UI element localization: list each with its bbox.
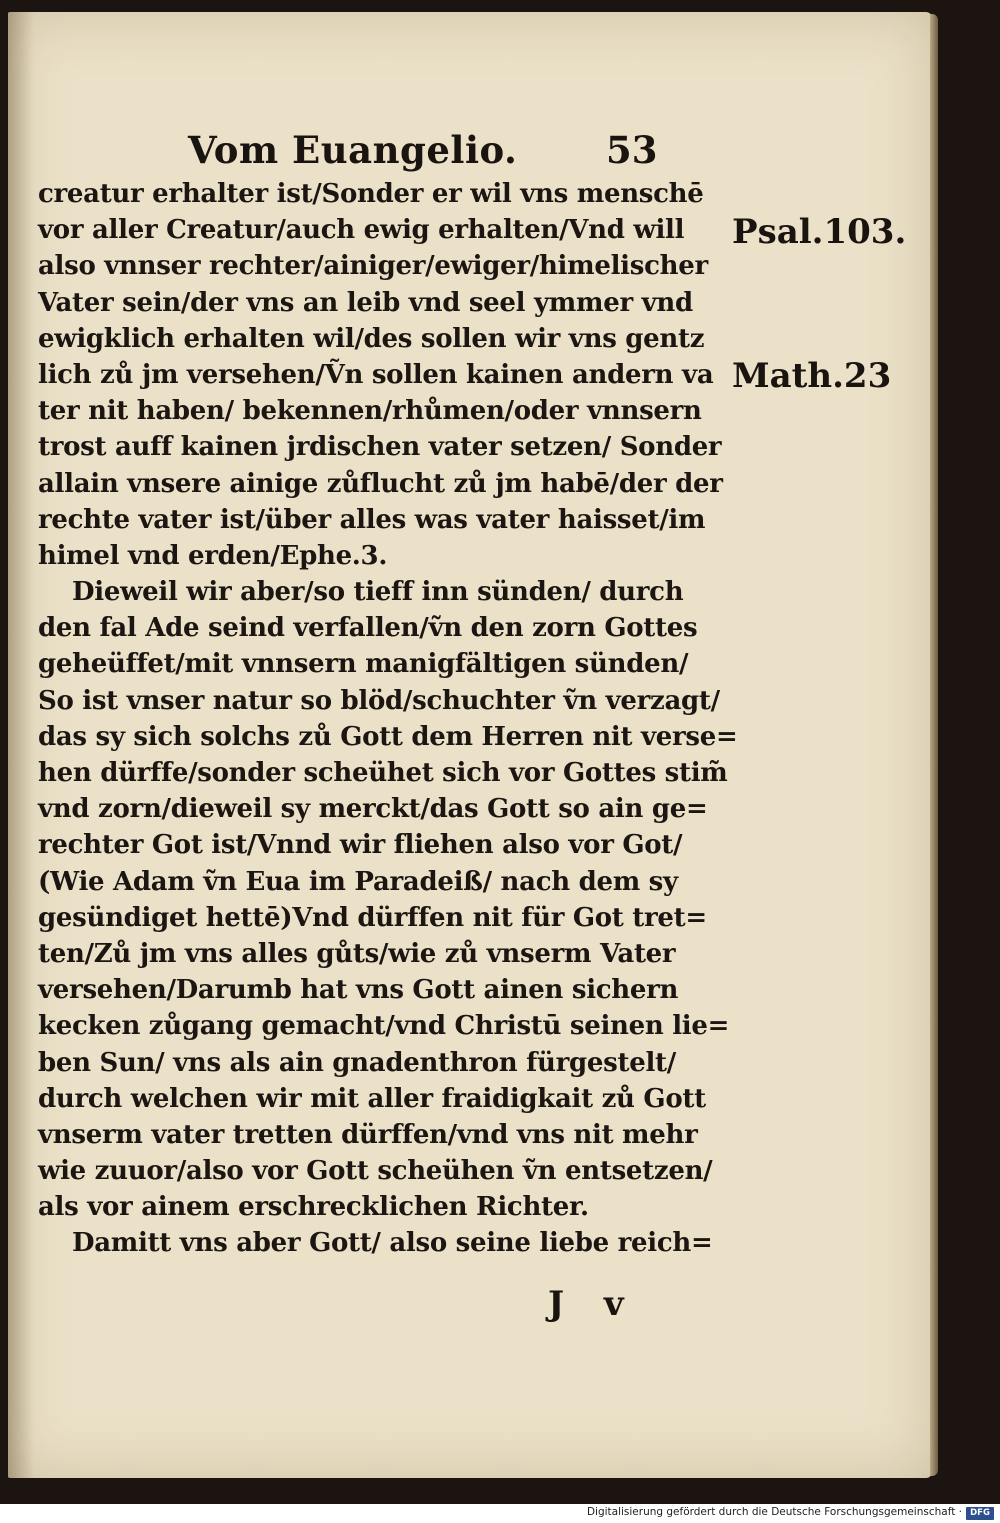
- text-line: Vater sein/der vns an leib vnd seel ymmer vnd: [38, 287, 693, 318]
- text-line: durch welchen wir mit aller fraidigkait zů Gott: [38, 1083, 706, 1114]
- page-edge: [930, 14, 938, 1476]
- text-line: geheüffet/mit vnnsern manigfältigen sünden/: [38, 649, 689, 680]
- running-title: Vom Euangelio.: [188, 128, 518, 172]
- paragraph-start-line: Damitt vns aber Gott/ also seine liebe reich=: [72, 1228, 713, 1259]
- signature-mark: J v: [548, 1284, 638, 1324]
- text-line: rechter Got ist/Vnnd wir fliehen also vor Got/: [38, 830, 683, 861]
- text-line: kecken zůgang gemacht/vnd Christū seinen lie=: [38, 1011, 730, 1042]
- text-line: lich zů jm versehen/Ṽn sollen kainen andern va: [38, 359, 714, 390]
- text-line: rechte vater ist/über alles was vater haisset/im: [38, 504, 706, 535]
- text-line: ten/Zů jm vns alles gůts/wie zů vnserm Vater: [38, 938, 676, 969]
- footer-bar: [0, 1504, 1000, 1523]
- text-line: gesündiget hettē)Vnd dürffen nit für Got tret=: [38, 902, 707, 933]
- body-text: [38, 176, 738, 1262]
- text-line: creatur erhalter ist/Sonder er wil vns menschē: [38, 179, 704, 209]
- text-line: ewigklich erhalten wil/des sollen wir vns gentz: [38, 323, 705, 354]
- text-line: (Wie Adam ṽn Eua im Paradeiß/ nach dem sy: [38, 866, 678, 897]
- text-line: versehen/Darumb hat vns Gott ainen sichern: [38, 975, 679, 1006]
- funding-credit: Digitalisierung gefördert durch die Deutsche Forschungsgemeinschaft ·: [586, 1506, 962, 1518]
- text-line: ter nit haben/ bekennen/rhůmen/oder vnnsern: [38, 396, 702, 427]
- text-line: allain vnsere ainige zůflucht zů jm habē/der der: [38, 468, 723, 499]
- text-line: trost auff kainen jrdischen vater setzen/ Sonder: [38, 432, 722, 463]
- page-header: [0, 128, 1000, 178]
- text-line: himel vnd erden/Ephe.3.: [38, 540, 388, 571]
- gutter-shadow: [8, 12, 34, 1478]
- text-line: als vor ainem erschrecklichen Richter.: [38, 1192, 589, 1223]
- text-line: vor aller Creatur/auch ewig erhalten/Vnd will: [38, 215, 685, 246]
- text-line: vnserm vater tretten dürffen/vnd vns nit mehr: [38, 1119, 698, 1150]
- text-line: ben Sun/ vns als ain gnadenthron fürgestelt/: [38, 1047, 676, 1078]
- text-line: wie zuuor/also vor Gott scheühen ṽn entsetzen/: [38, 1156, 713, 1187]
- text-line: also vnnser rechter/ainiger/ewiger/himelischer: [38, 251, 708, 282]
- margin-note-matthew: Math.23: [732, 356, 892, 396]
- page-number: 53: [606, 128, 658, 172]
- margin-note-psalm: Psal.103.: [732, 212, 907, 252]
- dfg-logo: DFG: [966, 1507, 994, 1520]
- text-line: vnd zorn/dieweil sy merckt/das Gott so ain ge=: [38, 794, 708, 825]
- text-line: das sy sich solchs zů Gott dem Herren nit verse=: [38, 721, 738, 752]
- text-line: So ist vnser natur so blöd/schuchter ṽn verzagt/: [38, 685, 720, 716]
- paragraph-start-line: Dieweil wir aber/so tieff inn sünden/ durch: [72, 577, 684, 608]
- text-line: hen dürffe/sonder scheühet sich vor Gottes stim̃: [38, 758, 728, 788]
- text-line: den fal Ade seind verfallen/ṽn den zorn Gottes: [38, 613, 698, 644]
